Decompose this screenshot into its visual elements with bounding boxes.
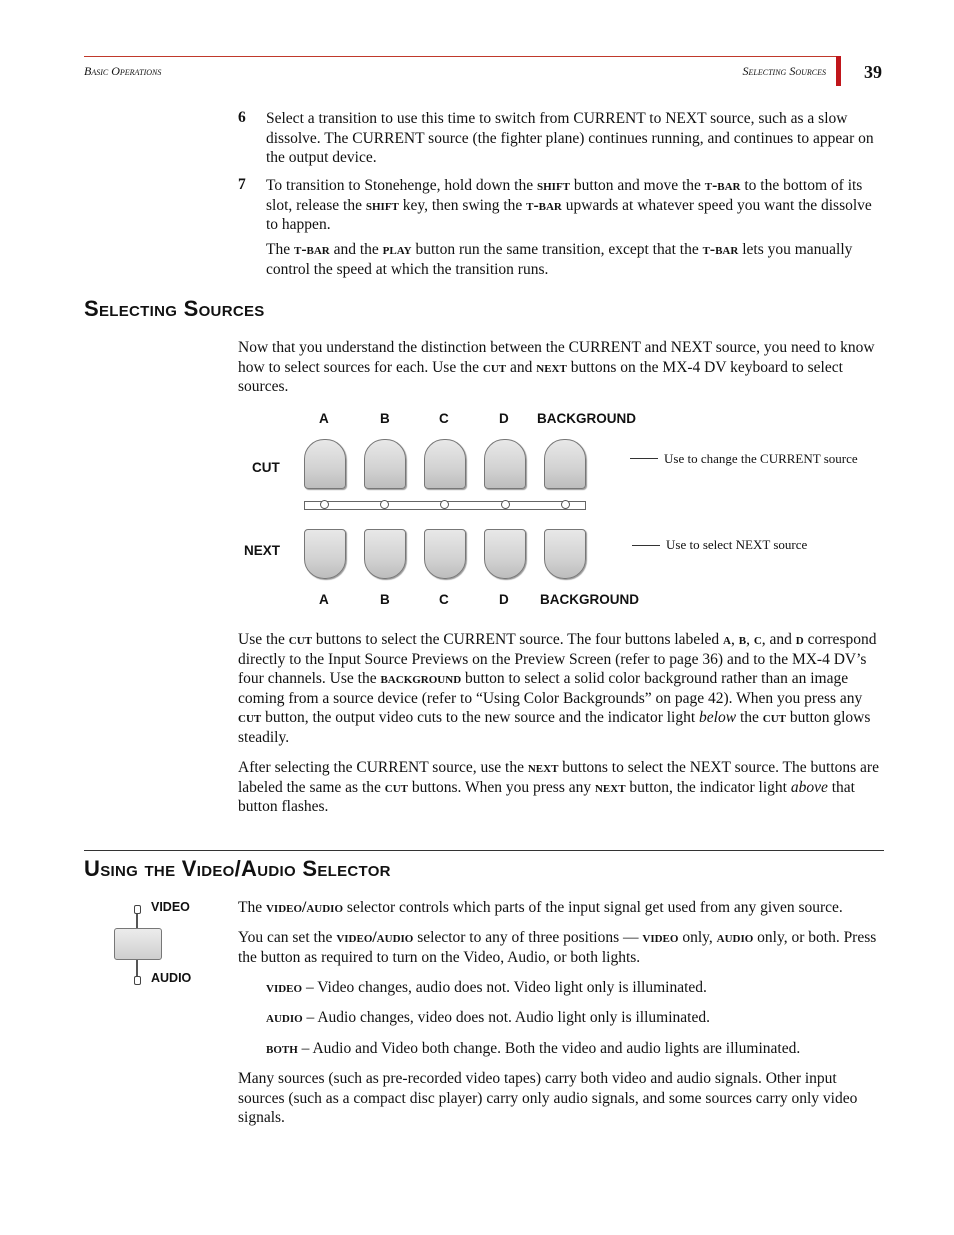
cut-button-c[interactable] (424, 439, 466, 489)
section-divider (84, 850, 884, 851)
cut-button-b[interactable] (364, 439, 406, 489)
step-6-text: Select a transition to use this time to switch from CURRENT to NEXT source, such as a slow dissolve. The CURRENT source (the fighter plane) continues running, and continues to appear on the output device. (266, 110, 874, 167)
selecting-sources-para-3: After selecting the CURRENT source, use the next buttons to select the NEXT source. The buttons are labeled the same as the cut buttons. When you press any next button, the indicator light above that button flashes. (238, 759, 879, 816)
option-video: video – Video changes, audio does not. Video light only is illuminated. (266, 979, 707, 996)
column-label-d: D (499, 411, 509, 426)
row-label-next: NEXT (244, 543, 281, 558)
bottom-label-d: D (499, 592, 509, 607)
next-button-background[interactable] (544, 529, 586, 579)
cut-button-d[interactable] (484, 439, 526, 489)
bottom-label-background: BACKGROUND (540, 592, 639, 607)
next-button-b[interactable] (364, 529, 406, 579)
selector-button-icon (114, 928, 162, 960)
column-label-b: B (380, 411, 390, 426)
step-7-text: To transition to Stonehenge, hold down the shift button and move the t-bar to the bottom of its slot, release the shift key, then swing the t-bar upwards at whatever speed you want the dissolve to happen. (266, 177, 872, 234)
row-label-cut: CUT (252, 460, 280, 475)
header-rule (84, 56, 840, 57)
page-number: 39 (864, 62, 882, 82)
step-number-6: 6 (238, 109, 246, 126)
header-accent-bar (836, 56, 841, 86)
selector-para-2: You can set the video/audio selector to any of three positions — video only, audio only, or both. Press the button as required to turn on the Video, Audio, or both lights. (238, 929, 877, 966)
indicator-light-b (380, 500, 389, 509)
indicator-light-c (440, 500, 449, 509)
running-header-chapter: Basic Operations (84, 64, 162, 78)
indicator-light-d (501, 500, 510, 509)
step-7-note: The t-bar and the play button run the same transition, except that the t-bar lets you manually control the speed at which the transition runs. (266, 241, 853, 278)
indicator-light-a (320, 500, 329, 509)
bottom-label-b: B (380, 592, 390, 607)
selector-para-1: The video/audio selector controls which parts of the input signal get used from any given source. (238, 899, 843, 916)
bottom-label-a: A (319, 592, 329, 607)
selector-label-video: VIDEO (151, 900, 190, 914)
column-label-background: BACKGROUND (537, 411, 636, 426)
bottom-label-c: C (439, 592, 449, 607)
callout-line-cut (630, 458, 658, 459)
section-heading-video-audio-selector: Using the Video/Audio Selector (84, 856, 391, 881)
option-audio: audio – Audio changes, video does not. Audio light only is illuminated. (266, 1009, 710, 1026)
running-header-section: Selecting Sources (742, 64, 826, 78)
next-button-d[interactable] (484, 529, 526, 579)
cut-button-background[interactable] (544, 439, 586, 489)
callout-cut: Use to change the CURRENT source (664, 451, 858, 466)
next-button-c[interactable] (424, 529, 466, 579)
callout-line-next (632, 545, 660, 546)
selecting-sources-para-2: Use the cut buttons to select the CURRENT source. The four buttons labeled a, b, c, and d correspond directly to the Input Source Previews on the Preview Screen (refer to page 36) and to the MX-4 DV’s four channels. Use the background button to select a solid color background rather than an image coming from a source device (refer to “Using Color Backgrounds” on page 42). When you press any cut button, the output video cuts to the new source and the indicator light below the cut button glows steadily. (238, 631, 877, 746)
video-light-icon (134, 905, 141, 914)
callout-next: Use to select NEXT source (666, 537, 808, 552)
selecting-sources-intro: Now that you understand the distinction between the CURRENT and NEXT source, you need to know how to select sources for each. Use the cut and next buttons on the MX-4 DV keyboard to select sources. (238, 339, 875, 396)
next-button-a[interactable] (304, 529, 346, 579)
selector-para-3: Many sources (such as pre-recorded video tapes) carry both video and audio signals. Other input sources (such as a compact disc player) carry only audio signals, and some sources carry only video signals. (238, 1070, 858, 1127)
indicator-light-background (561, 500, 570, 509)
step-number-7: 7 (238, 176, 246, 193)
audio-light-icon (134, 976, 141, 985)
option-both: both – Audio and Video both change. Both the video and audio lights are illuminated. (266, 1040, 801, 1057)
column-label-a: A (319, 411, 329, 426)
section-heading-selecting-sources: Selecting Sources (84, 296, 265, 321)
column-label-c: C (439, 411, 449, 426)
selector-label-audio: AUDIO (151, 971, 192, 985)
cut-button-a[interactable] (304, 439, 346, 489)
